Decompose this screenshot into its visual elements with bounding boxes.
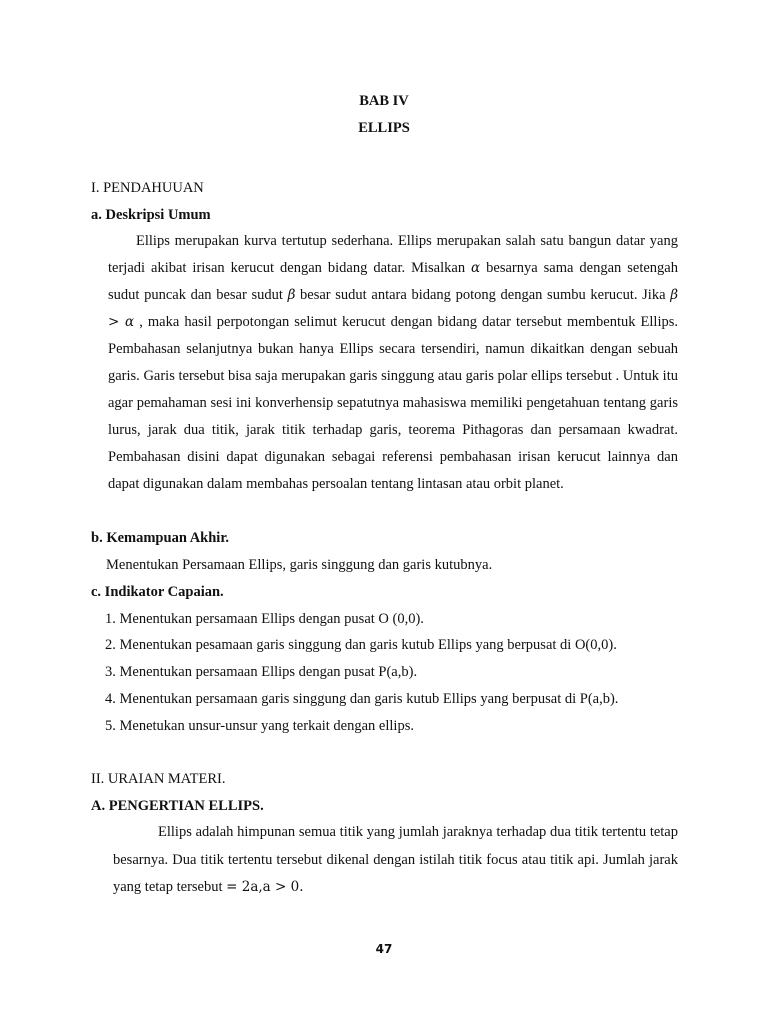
- list-item: 5. Menetukan unsur-unsur yang terkait dengan ellips.: [105, 718, 414, 734]
- section-heading-pendahuluan: I. PENDAHUUAN: [91, 180, 204, 196]
- paragraph-text: Ellips adalah himpunan semua titik yang jumlah jaraknya terhadap dua titik tertentu tetap besarnya. Dua titik tertentu tersebut dikenal dengan istilah titik focus atau titik api. Jumlah jarak yang tetap tersebut: [113, 824, 678, 895]
- section-heading-uraian-materi: II. URAIAN MATERI.: [91, 771, 226, 787]
- paragraph-pengertian: [113, 819, 678, 902]
- paragraph-text: Ellips merupakan kurva tertutup sederhana. Ellips merupakan salah satu bangun datar yang terjadi akibat irisan kerucut dengan bidang datar. Misalkan: [108, 233, 678, 276]
- condition-formula: β > α: [108, 287, 678, 330]
- subheading-deskripsi-umum: a. Deskripsi Umum: [91, 207, 211, 223]
- subheading-kemampuan-akhir: b. Kemampuan Akhir.: [91, 530, 230, 546]
- list-item: 3. Menentukan persamaan Ellips dengan pusat P(a,b).: [105, 664, 418, 680]
- list-item: 1. Menentukan persamaan Ellips dengan pusat O (0,0).: [105, 611, 424, 627]
- sum-distance-formula: = 2a,a > 0.: [226, 879, 304, 895]
- list-item: 2. Menentukan pesamaan garis singgung dan garis kutub Ellips yang berpusat di O(0,0).: [105, 637, 617, 653]
- list-item: 4. Menentukan persamaan garis singgung dan garis kutub Ellips yang berpusat di P(a,b).: [105, 691, 619, 707]
- paragraph-text: besar sudut antara bidang potong dengan sumbu kerucut. Jika: [295, 287, 671, 303]
- page-number: 47: [375, 942, 393, 956]
- alpha-symbol: α: [471, 260, 481, 276]
- chapter-title: ELLIPS: [358, 120, 410, 136]
- paragraph-text: besarnya sama dengan setengah sudut puncak dan besar sudut: [108, 260, 678, 303]
- kemampuan-akhir-text: Menentukan Persamaan Ellips, garis singgung dan garis kutubnya.: [106, 557, 493, 573]
- chapter-label: BAB IV: [359, 93, 409, 109]
- beta-symbol: β: [287, 287, 296, 303]
- paragraph-text: , maka hasil perpotongan selimut kerucut dengan bidang datar tersebut membentuk Ellips. Pembahasan selanjutnya bukan hanya Ellips secara tersendiri, namun dikaitkan dengan sebuah garis. Garis tersebut bisa saja merupakan garis singgung atau garis polar ellips tersebut . Untuk itu agar pemahaman sesi ini konverhensip sepatutnya mahasiswa memiliki pengetahuan tentang garis lurus, jarak dua titik, jarak titik terhadap garis, teorema Pithagoras dan persamaan kwadrat. Pembahasan disini dapat digunakan sebagai referensi pembahasan irisan kerucut lainnya dan dapat digunakan dalam membahas persoalan tentang lintasan atau orbit planet.: [108, 314, 678, 492]
- subheading-pengertian-ellips: A. PENGERTIAN ELLIPS.: [91, 798, 264, 814]
- subheading-indikator-capaian: c. Indikator Capaian.: [91, 584, 224, 600]
- paragraph-deskripsi: [108, 228, 678, 498]
